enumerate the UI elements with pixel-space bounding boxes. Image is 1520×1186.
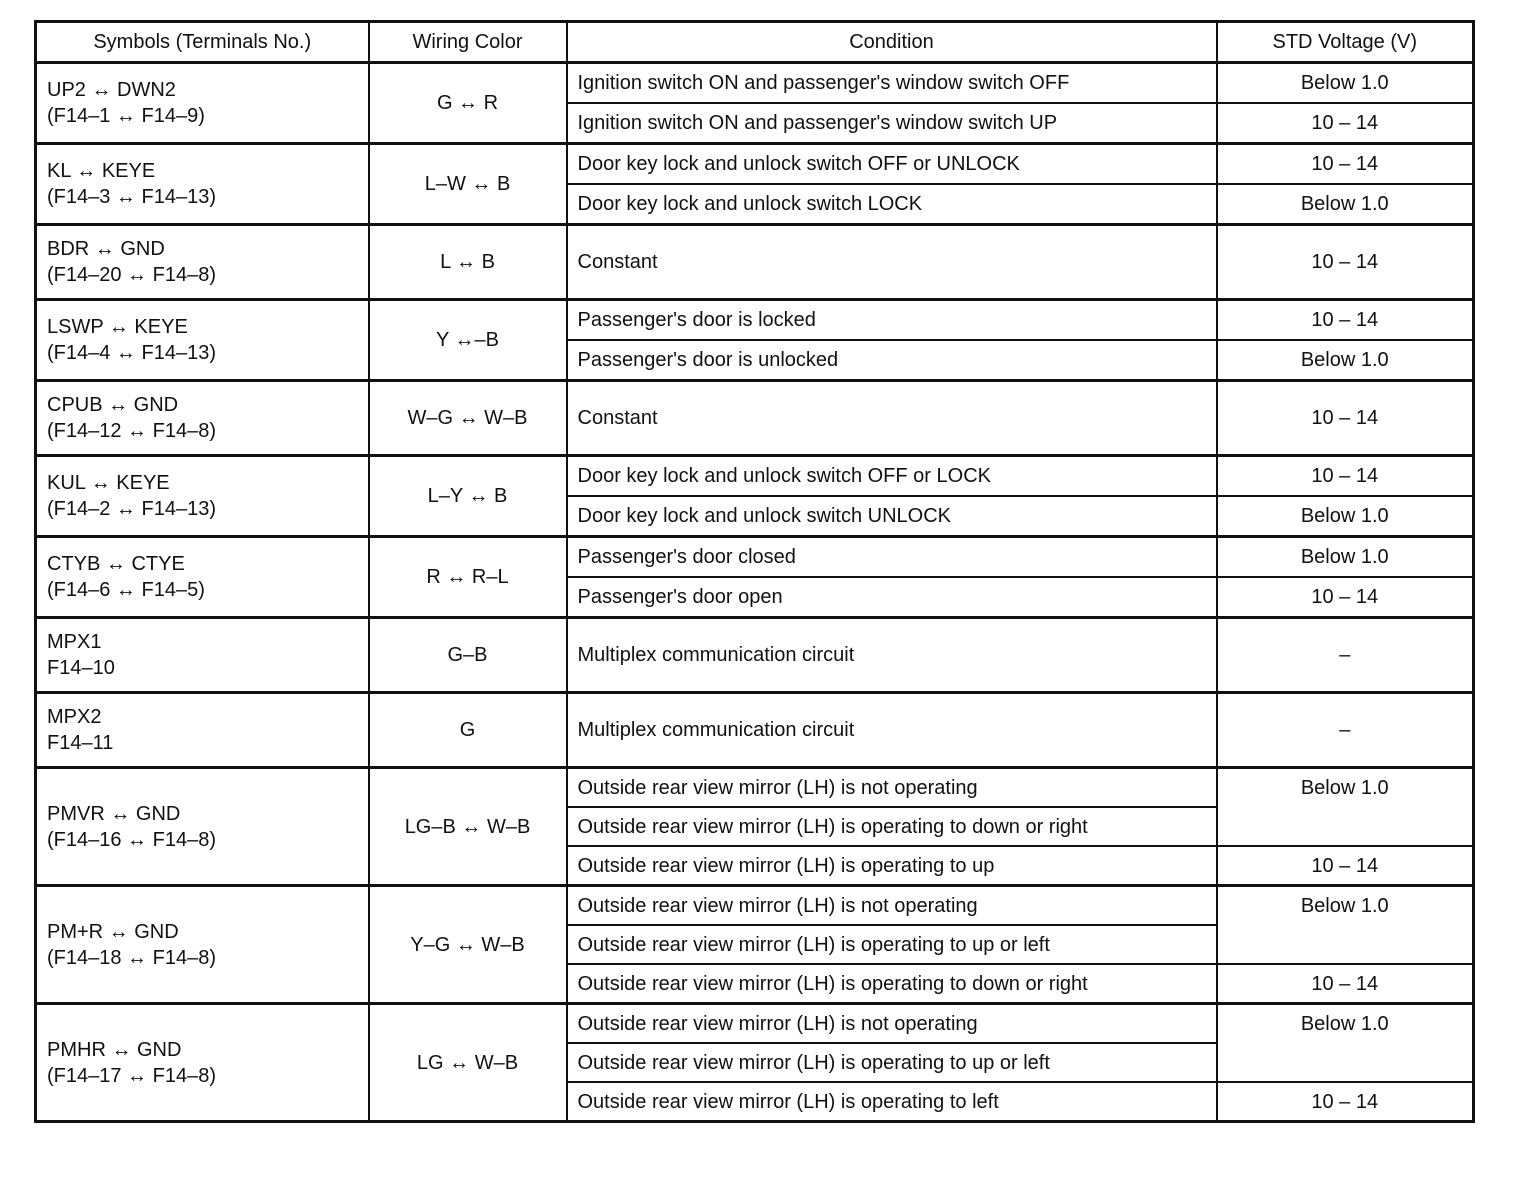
symbol-cell	[36, 537, 369, 618]
symbol-name: CPUB ↔ GND	[47, 394, 179, 416]
table-row	[36, 537, 1474, 578]
table-row	[36, 225, 1474, 300]
header-row	[36, 22, 1474, 63]
wiring-color-cell: Y ↔–B	[369, 300, 567, 381]
table-row	[36, 693, 1474, 768]
header-wiring-color: Wiring Color	[369, 22, 567, 63]
symbol-cell	[36, 456, 369, 537]
symbol-cell	[36, 886, 369, 1004]
condition-cell: Door key lock and unlock switch UNLOCK	[567, 496, 1217, 537]
voltage-cell: Below 1.0	[1217, 537, 1474, 578]
condition-cell: Constant	[567, 225, 1217, 300]
condition-cell: Multiplex communication circuit	[567, 618, 1217, 693]
terminal-numbers: (F14–6 ↔ F14–5)	[47, 579, 205, 601]
symbol-name: UP2 ↔ DWN2	[47, 79, 176, 101]
symbol-cell	[36, 693, 369, 768]
wiring-color-cell: L–Y ↔ B	[369, 456, 567, 537]
table-row	[36, 144, 1474, 185]
wiring-color-cell: G ↔ R	[369, 63, 567, 144]
voltage-cell: 10 – 14	[1217, 577, 1474, 618]
voltage-cell: 10 – 14	[1217, 144, 1474, 185]
symbol-cell	[36, 768, 369, 886]
voltage-cell: –	[1217, 618, 1474, 693]
table-row	[36, 1004, 1474, 1044]
symbol-cell	[36, 63, 369, 144]
terminal-numbers: (F14–12 ↔ F14–8)	[47, 420, 216, 442]
condition-cell: Outside rear view mirror (LH) is operating to down or right	[567, 964, 1217, 1004]
condition-cell: Ignition switch ON and passenger's window switch OFF	[567, 63, 1217, 104]
condition-cell: Multiplex communication circuit	[567, 693, 1217, 768]
wiring-color-cell: W–G ↔ W–B	[369, 381, 567, 456]
symbol-name: LSWP ↔ KEYE	[47, 316, 188, 338]
terminal-numbers: F14–10	[47, 657, 115, 679]
terminal-numbers: (F14–18 ↔ F14–8)	[47, 946, 216, 969]
voltage-cell: 10 – 14	[1217, 964, 1474, 1004]
voltage-cell: Below 1.0	[1217, 340, 1474, 381]
condition-cell: Outside rear view mirror (LH) is operating to up	[567, 846, 1217, 886]
symbol-cell	[36, 225, 369, 300]
symbol-name: BDR ↔ GND	[47, 238, 165, 260]
symbol-name: PM+R ↔ GND	[47, 920, 179, 943]
wiring-color-cell: R ↔ R–L	[369, 537, 567, 618]
symbol-name: PMVR ↔ GND	[47, 802, 181, 825]
table-row	[36, 300, 1474, 341]
voltage-cell: 10 – 14	[1217, 456, 1474, 497]
terminal-voltage-table	[34, 20, 1475, 1123]
voltage-cell: –	[1217, 693, 1474, 768]
wiring-color-cell: Y–G ↔ W–B	[369, 886, 567, 1004]
wiring-color-cell: G–B	[369, 618, 567, 693]
voltage-cell: Below 1.0	[1217, 1004, 1474, 1083]
voltage-cell: 10 – 14	[1217, 846, 1474, 886]
terminal-numbers: F14–11	[47, 732, 114, 754]
voltage-cell: Below 1.0	[1217, 496, 1474, 537]
table-row	[36, 886, 1474, 926]
table-row	[36, 381, 1474, 456]
table-row	[36, 63, 1474, 104]
condition-cell: Passenger's door closed	[567, 537, 1217, 578]
condition-cell: Passenger's door is locked	[567, 300, 1217, 341]
voltage-cell: 10 – 14	[1217, 300, 1474, 341]
condition-cell: Outside rear view mirror (LH) is operating to down or right	[567, 807, 1217, 846]
symbol-name: KL ↔ KEYE	[47, 160, 156, 182]
terminal-numbers: (F14–4 ↔ F14–13)	[47, 342, 216, 364]
table-row	[36, 618, 1474, 693]
header-symbols: Symbols (Terminals No.)	[36, 22, 369, 63]
terminal-numbers: (F14–3 ↔ F14–13)	[47, 186, 216, 208]
voltage-cell: Below 1.0	[1217, 768, 1474, 847]
condition-cell: Door key lock and unlock switch LOCK	[567, 184, 1217, 225]
voltage-cell: Below 1.0	[1217, 184, 1474, 225]
voltage-cell: 10 – 14	[1217, 225, 1474, 300]
voltage-cell: 10 – 14	[1217, 1082, 1474, 1122]
condition-cell: Outside rear view mirror (LH) is not operating	[567, 1004, 1217, 1044]
voltage-cell: Below 1.0	[1217, 886, 1474, 965]
header-condition: Condition	[567, 22, 1217, 63]
terminal-numbers: (F14–2 ↔ F14–13)	[47, 498, 216, 520]
wiring-color-cell: L ↔ B	[369, 225, 567, 300]
condition-cell: Passenger's door is unlocked	[567, 340, 1217, 381]
voltage-cell: Below 1.0	[1217, 63, 1474, 104]
condition-cell: Outside rear view mirror (LH) is operating to left	[567, 1082, 1217, 1122]
condition-cell: Outside rear view mirror (LH) is operating to up or left	[567, 925, 1217, 964]
symbol-cell	[36, 144, 369, 225]
table-row	[36, 456, 1474, 497]
condition-cell: Door key lock and unlock switch OFF or UNLOCK	[567, 144, 1217, 185]
condition-cell: Outside rear view mirror (LH) is operating to up or left	[567, 1043, 1217, 1082]
header-std-voltage: STD Voltage (V)	[1217, 22, 1474, 63]
table-row	[36, 768, 1474, 808]
voltage-cell: 10 – 14	[1217, 103, 1474, 144]
symbol-cell	[36, 1004, 369, 1122]
condition-cell: Outside rear view mirror (LH) is not operating	[567, 768, 1217, 808]
terminal-numbers: (F14–16 ↔ F14–8)	[47, 828, 216, 851]
condition-cell: Ignition switch ON and passenger's window switch UP	[567, 103, 1217, 144]
terminal-numbers: (F14–20 ↔ F14–8)	[47, 264, 216, 286]
symbol-cell	[36, 381, 369, 456]
symbol-cell	[36, 300, 369, 381]
condition-cell: Constant	[567, 381, 1217, 456]
symbol-name: KUL ↔ KEYE	[47, 472, 170, 494]
voltage-cell: 10 – 14	[1217, 381, 1474, 456]
symbol-name: MPX2	[47, 706, 102, 728]
condition-cell: Door key lock and unlock switch OFF or LOCK	[567, 456, 1217, 497]
symbol-name: PMHR ↔ GND	[47, 1038, 182, 1061]
symbol-name: CTYB ↔ CTYE	[47, 553, 185, 575]
wiring-color-cell: LG–B ↔ W–B	[369, 768, 567, 886]
condition-cell: Outside rear view mirror (LH) is not operating	[567, 886, 1217, 926]
wiring-color-cell: LG ↔ W–B	[369, 1004, 567, 1122]
symbol-name: MPX1	[47, 631, 102, 653]
symbol-cell	[36, 618, 369, 693]
condition-cell: Passenger's door open	[567, 577, 1217, 618]
wiring-color-cell: G	[369, 693, 567, 768]
wiring-color-cell: L–W ↔ B	[369, 144, 567, 225]
terminal-numbers: (F14–17 ↔ F14–8)	[47, 1064, 216, 1087]
terminal-numbers: (F14–1 ↔ F14–9)	[47, 105, 205, 127]
